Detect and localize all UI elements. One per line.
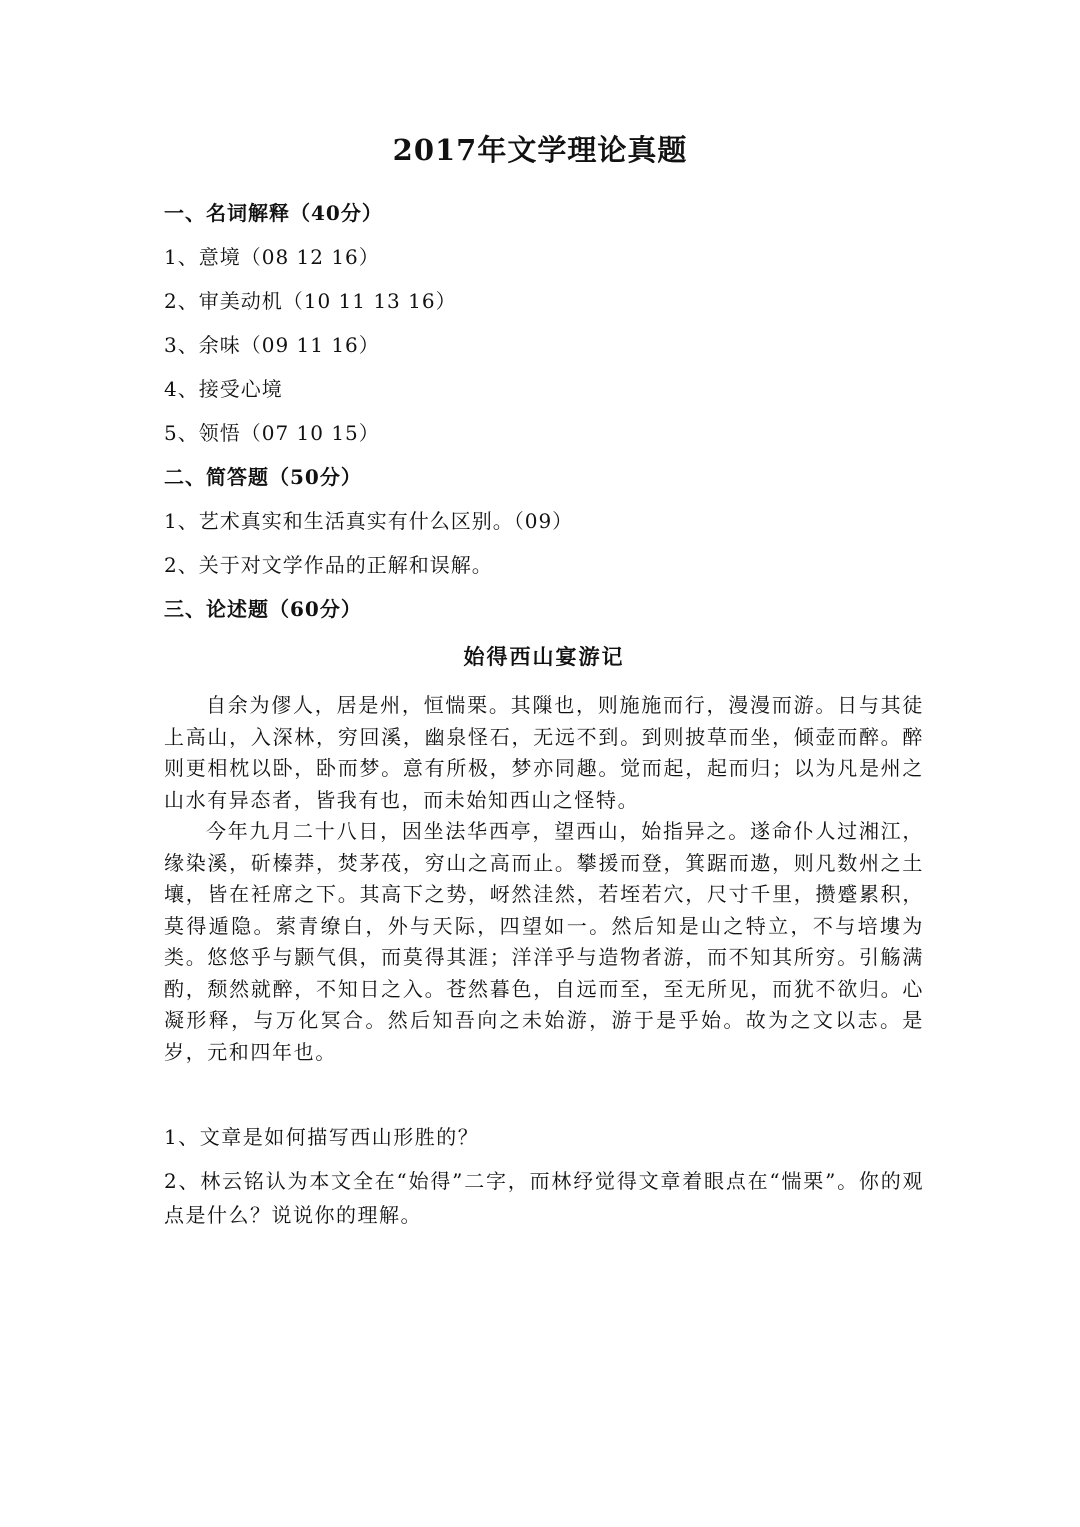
section-heading-short-answer: 二、简答题（50分） (164, 465, 362, 489)
essay-title: 始得西山宴游记 (463, 644, 625, 669)
section-heading-essay: 三、论述题（60分） (164, 597, 362, 621)
term-item: 5、领悟（07 10 15） (164, 421, 380, 445)
essay-question: 1、文章是如何描写西山形胜的？ (164, 1125, 480, 1149)
essay-paragraph: 今年九月二十八日，因坐法华西亭，望西山，始指异之。遂命仆人过湘江，缘染溪，斫榛莽，焚茅茷，穷山之高而止。攀援而登，箕踞而遨，则凡数州之土壤，皆在衽席之下。其高下之势，岈然洼然，若垤若穴，尺寸千里，攒蹙累积，莫得遁隐。萦青缭白，外与天际，四望如一。然后知是山之特立，不与培塿为类。悠悠乎与颢气俱，而莫得其涯；洋洋乎与造物者游，而不知其所穷。引觞满酌，颓然就醉，不知日之入。苍然暮色，自远而至，至无所见，而犹不欲归。心凝形释，与万化冥合。然后知吾向之未始游，游于是乎始。故为之文以志。是岁，元和四年也。 (164, 819, 924, 1064)
essay-questions (164, 1120, 924, 1232)
short-answer-item: 2、关于对文学作品的正解和误解。 (164, 553, 493, 577)
page-title: 2017年文学理论真题 (392, 133, 688, 167)
short-answer-item: 1、艺术真实和生活真实有什么区别。（09） (164, 509, 574, 533)
essay-question: 2、林云铭认为本文全在“始得”二字，而林纾觉得文章着眼点在“惴栗”。你的观点是什么？说说你的理解。 (164, 1169, 924, 1227)
exam-content (164, 200, 924, 1242)
essay-paragraph: 自余为僇人，居是州，恒惴栗。其隟也，则施施而行，漫漫而游。日与其徒上高山，入深林，穷回溪，幽泉怪石，无远不到。到则披草而坐，倾壶而醉。醉则更相枕以卧，卧而梦。意有所极，梦亦同趣。觉而起，起而归；以为凡是州之山水有异态者，皆我有也，而未始知西山之怪特。 (164, 693, 924, 812)
term-item: 4、接受心境 (164, 377, 283, 401)
term-item: 3、余味（09 11 16） (164, 333, 380, 357)
term-item: 2、审美动机（10 11 13 16） (164, 289, 457, 313)
section-heading-terms: 一、名词解释（40分） (164, 201, 383, 225)
term-item: 1、意境（08 12 16） (164, 245, 380, 269)
